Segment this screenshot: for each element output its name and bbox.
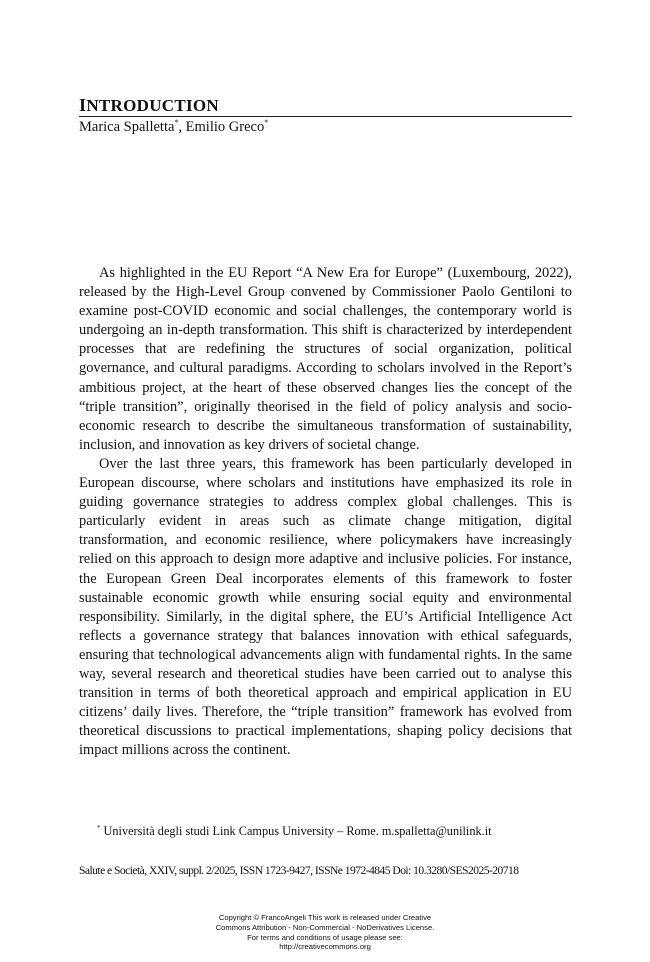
paragraph: Over the last three years, this framework has been particularly developed in European discourse, where scholars and institutions have emphasized its role in guiding governance strategies to address complex global challenges. This is particularly evident in areas such as climate change mitigation, digital transformation, and economic resilience, where policymakers have increasingly relied on this approach to design more adaptive and inclusive policies. For instance, the European Green Deal incorporates elements of this framework to foster sustainable economic growth while ensuring social equity and environmental responsibility. Similarly, in the digital sphere, the EU’s Artificial Intelligence Act reflects a governance strategy that balances innovation with ethical safeguards, ensuring that technological advancements align with fundamental rights. In the same way, several research and theoretical studies have been carried out to analyse this transition in terms of both theoretical approach and empirical application in EU citizens’ daily lives. Therefore, the “triple transition” framework has evolved from theoretical discussions to practical implementations, shaping policy decisions that impact millions across the continent. <box>79 455 572 759</box>
footnote-text: Università degli studi Link Campus University – Rome. m.spalletta@unilink.it <box>103 824 492 838</box>
copyright-line: Commons Attribution - Non-Commercial - NoDerivatives License. <box>215 922 435 932</box>
section-title-rest: NTRODUCTION <box>86 96 220 115</box>
section-title <box>79 95 219 116</box>
copyright-link[interactable]: http://creativecommons.org <box>279 942 371 952</box>
copyright-notice <box>0 913 650 952</box>
title-rule <box>79 116 572 117</box>
footnote-marker: * <box>174 118 179 127</box>
paragraph: As highlighted in the EU Report “A New Era for Europe” (Luxembourg, 2022), released by the High-Level Group convened by Commissioner Paolo Gentiloni to examine post-COVID economic and social challenges, the contemporary world is undergoing an in-depth transformation. This shift is characterized by interdependent processes that are redefining the structures of social organization, political governance, and cultural paradigms. According to scholars involved in the Report’s ambitious project, at the heart of these observed changes lies the concept of the “triple transition”, originally theorised in the field of policy analysis and socio-economic research to describe the simultaneous transformation of sustainability, inclusion, and innovation as key drivers of societal change. <box>79 265 572 453</box>
copyright-line: Copyright © FrancoAngeli This work is released under Creative <box>218 913 432 922</box>
author-line <box>79 119 268 136</box>
author-separator: , <box>178 119 186 135</box>
copyright-line: For terms and conditions of usage please see: <box>247 932 403 942</box>
footnote-marker: * <box>264 118 269 127</box>
author-name: Marica Spalletta <box>79 119 175 135</box>
footnote-marker: * <box>97 824 101 832</box>
footnote <box>97 824 492 839</box>
section-title-initial: I <box>79 95 87 115</box>
author-name: Emilio Greco <box>185 119 265 135</box>
body-text <box>79 264 572 760</box>
journal-citation: Salute e Società, XXIV, suppl. 2/2025, ISSN 1723-9427, ISSNe 1972-4845 Doi: 10.3280/SES2025-20718 <box>79 864 519 877</box>
